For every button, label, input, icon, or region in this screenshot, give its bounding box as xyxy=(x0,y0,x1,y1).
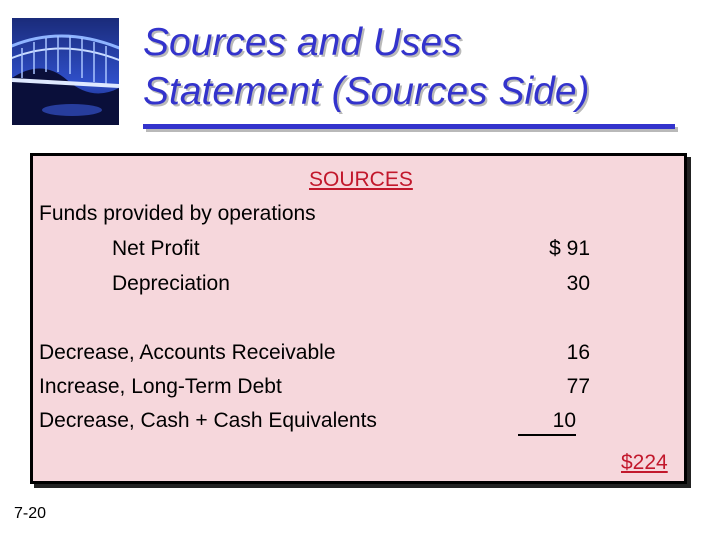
title-line-1: Sources and Uses xyxy=(143,21,462,64)
row-label-cash-equivalents: Decrease, Cash + Cash Equivalents xyxy=(39,409,377,432)
sources-panel xyxy=(30,153,687,484)
title-underline xyxy=(143,124,675,129)
row-label-net-profit: Net Profit xyxy=(112,237,200,260)
total-value: $224 xyxy=(621,451,668,474)
title-line-2: Statement (Sources Side) xyxy=(143,70,590,113)
row-label-long-term-debt: Increase, Long-Term Debt xyxy=(39,375,282,398)
row-label-depreciation: Depreciation xyxy=(112,272,230,295)
sources-heading: SOURCES xyxy=(309,168,413,191)
row-value-depreciation: 30 xyxy=(566,272,590,295)
bridge-photo xyxy=(12,18,119,125)
group-label: Funds provided by operations xyxy=(39,202,316,225)
row-value-accounts-receivable: 16 xyxy=(566,341,590,364)
row-value-net-profit: $ 91 xyxy=(549,237,590,260)
row-value-long-term-debt: 77 xyxy=(566,375,590,398)
slide-title xyxy=(143,18,703,116)
row-value-cash-equivalents: 10 xyxy=(518,408,576,436)
row-label-accounts-receivable: Decrease, Accounts Receivable xyxy=(39,341,336,364)
slide-number: 7-20 xyxy=(14,505,47,522)
